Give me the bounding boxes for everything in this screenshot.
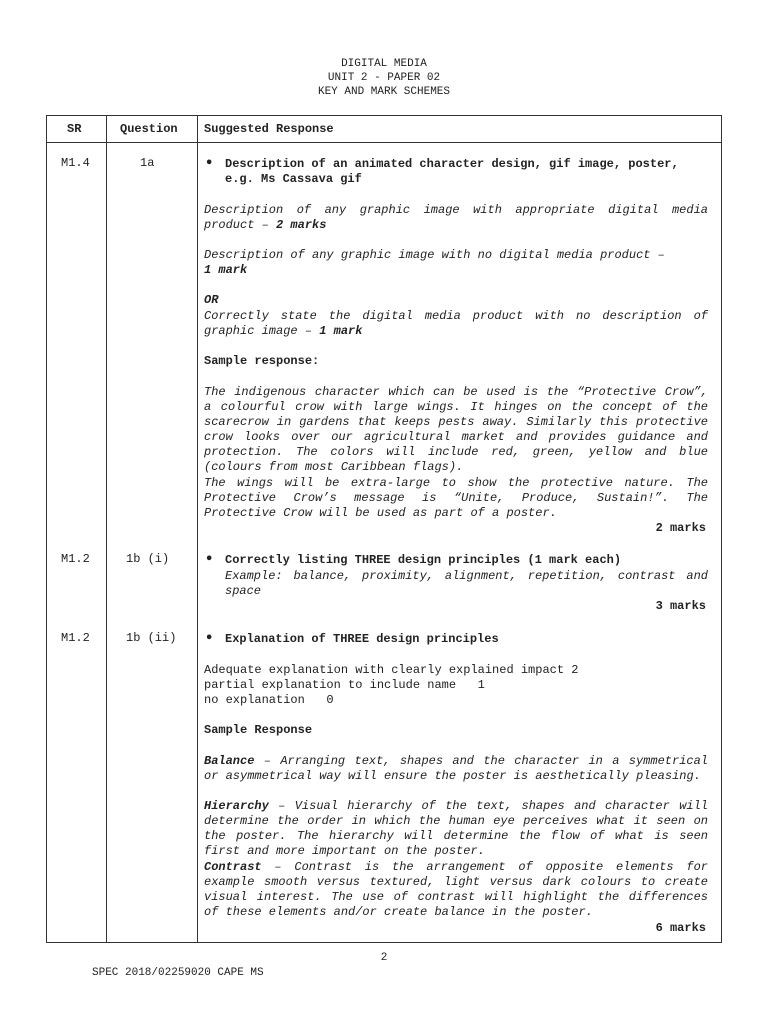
- row-question: 1a: [140, 156, 155, 170]
- row-heading: Description of an animated character design, gif image, poster,: [225, 157, 679, 171]
- paper-title: UNIT 2 - PAPER 02: [327, 72, 441, 84]
- column-divider: [197, 116, 198, 942]
- row-sr: M1.2: [61, 552, 90, 566]
- row-total-marks: 3 marks: [655, 599, 706, 613]
- sample-response-text: The indigenous character which can be used is the “Protective Crow”, a colourful crow with large wings. It hinges on the concept of the scarecrow in gardens that keeps pests away. Similarly this protective crow looks over our agricultural market and provides guidance and protection. The colors will include red, green, yellow and blue (colours from most Caribbean flags).: [204, 385, 708, 474]
- row-question: 1b (ii): [126, 631, 177, 645]
- subject-title: DIGITAL MEDIA: [341, 58, 427, 70]
- scheme-line: Adequate explanation with clearly explained impact 2: [204, 663, 579, 677]
- row-sr: M1.2: [61, 631, 90, 645]
- header-row-divider: [47, 142, 721, 143]
- row-heading: Explanation of THREE design principles: [225, 632, 499, 646]
- document-header: [0, 57, 768, 99]
- row-heading: Correctly listing THREE design principles (1 mark each): [225, 553, 622, 567]
- bullet-icon: •: [205, 552, 214, 567]
- row-sr: M1.4: [61, 156, 90, 170]
- principle-balance: Balance – Arranging text, shapes and the character in a symmetrical or asymmetrical way will ensure the poster is aesthetically pleasing.: [204, 754, 708, 783]
- column-divider: [106, 116, 107, 942]
- scheme-line: partial explanation to include name 1: [204, 678, 485, 692]
- sample-response-label: Sample Response: [204, 723, 313, 737]
- column-header-sr: SR: [67, 122, 82, 136]
- principle-contrast: Contrast – Contrast is the arrangement of opposite elements for example smooth versus textured, light versus dark colours to create visual interest. The use of contrast will highlight the differences of these elements and/or create balance in the poster.: [204, 860, 708, 919]
- bullet-icon: •: [205, 631, 214, 646]
- row-total-marks: 6 marks: [655, 921, 706, 935]
- row-question: 1b (i): [126, 552, 170, 566]
- principle-hierarchy: Hierarchy – Visual hierarchy of the text, shapes and character will determine the order in which the human eye perceives what it seen on the poster. The hierarchy will determine the flow of what is seen first and more important on the poster.: [204, 799, 708, 858]
- row-heading: e.g. Ms Cassava gif: [225, 172, 362, 186]
- bullet-icon: •: [205, 156, 214, 171]
- criterion-text: Correctly state the digital media product with no description of graphic image – 1 mark: [204, 309, 708, 338]
- criterion-marks: 1 mark: [204, 263, 248, 277]
- criterion-text: Description of any graphic image with appropriate digital media product – 2 marks: [204, 203, 708, 232]
- scheme-line: no explanation 0: [204, 693, 334, 707]
- column-header-question: Question: [120, 122, 178, 136]
- sample-response-text: The wings will be extra-large to show the protective nature. The Protective Crow’s message is “Unite, Produce, Sustain!”. The Protective Crow will be used as part of a poster.: [204, 476, 708, 520]
- page-number: 2: [380, 952, 388, 964]
- document-code: SPEC 2018/02259020 CAPE MS: [92, 967, 264, 979]
- or-label: OR: [204, 293, 219, 307]
- column-header-response: Suggested Response: [204, 122, 334, 136]
- example-text: Example: balance, proximity, alignment, repetition, contrast and space: [225, 569, 708, 598]
- row-total-marks: 2 marks: [655, 521, 706, 535]
- criterion-text: Description of any graphic image with no digital media product –: [204, 248, 665, 262]
- sample-response-label: Sample response:: [204, 354, 320, 368]
- scheme-title: KEY AND MARK SCHEMES: [317, 86, 451, 98]
